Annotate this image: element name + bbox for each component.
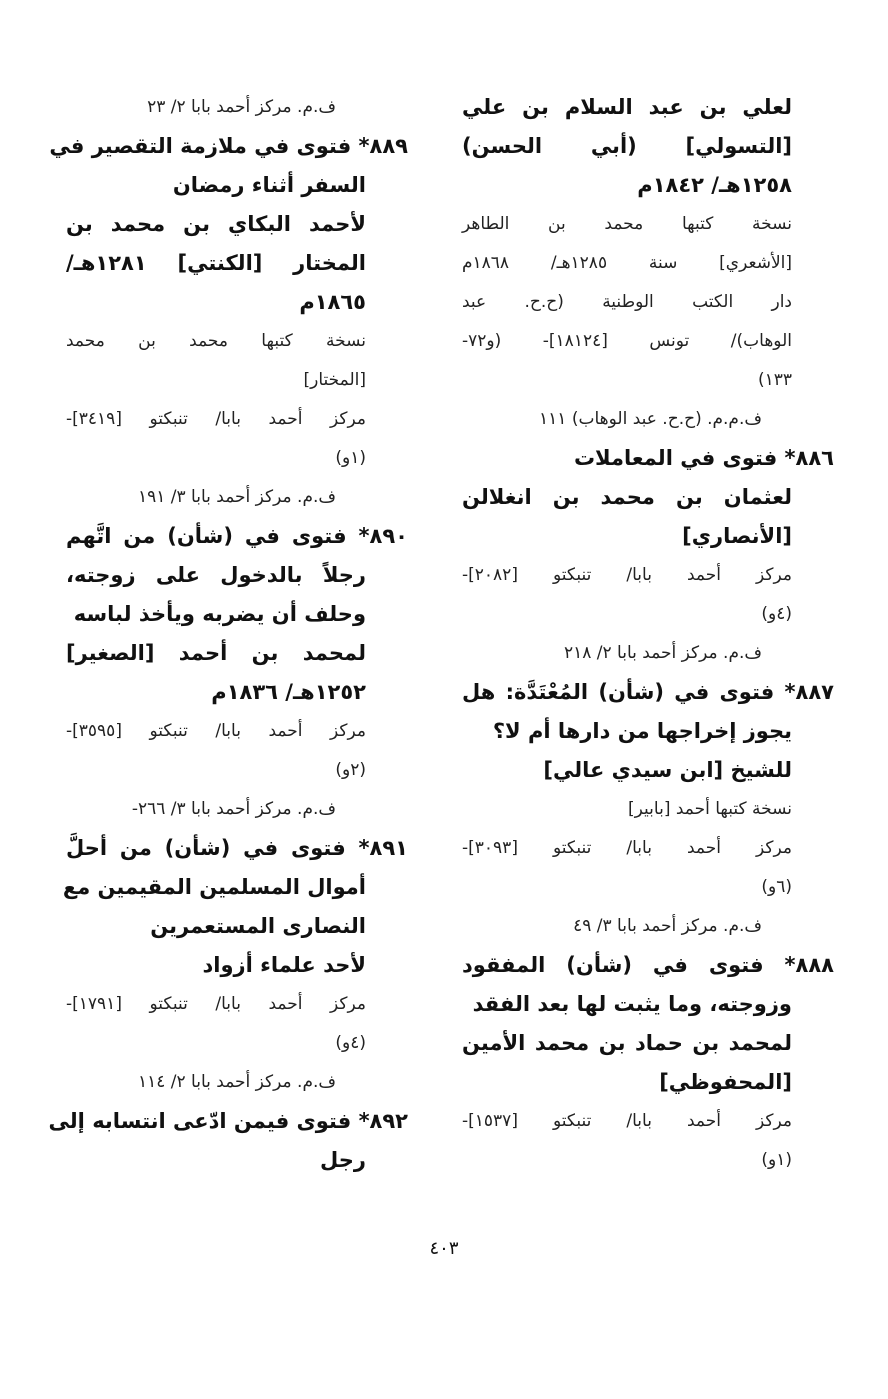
left-column-line: وحلف أن يضربه ويأخذ لباسه — [73, 602, 366, 626]
right-column-line: دار الكتب الوطنية (ح.ح. عبد — [462, 292, 792, 312]
right-column-line: (٦و) — [761, 877, 792, 897]
left-column-line: رجل — [320, 1148, 366, 1172]
left-column-line: مركز أحمد بابا/ تنبكتو [٣٤١٩]- — [66, 409, 366, 429]
left-column-line: (٢و) — [335, 760, 366, 780]
right-column-line: لعلي بن عبد السلام بن علي — [462, 95, 792, 119]
left-column-line: ف.م. مركز أحمد بابا ٢/ ٢٣ — [147, 97, 336, 117]
right-column-line: الوهاب)/ تونس [١٨١٢٤]- (و٧٢- — [462, 331, 792, 351]
right-column-line: مركز أحمد بابا/ تنبكتو [١٥٣٧]- — [462, 1111, 792, 1131]
right-column-line: للشيخ [ابن سيدي عالي] — [543, 758, 792, 782]
right-column — [462, 88, 834, 1180]
right-column-line: ١٢٥٨هـ/ ١٨٤٢م — [637, 173, 792, 197]
right-column-line: ١٣٣) — [757, 370, 792, 390]
right-column-line: [الأنصاري] — [682, 524, 792, 548]
right-column-line: [الأشعري] سنة ١٢٨٥هـ/ ١٨٦٨م — [462, 253, 792, 273]
right-column-line: وزوجته، وما يثبت لها بعد الفقد — [472, 992, 792, 1016]
left-column-line: ٨٨٩* فتوى في ملازمة التقصير في — [49, 134, 408, 158]
right-column-line: ف.م. مركز أحمد بابا ٢/ ٢١٨ — [563, 643, 762, 663]
right-column-line: نسخة كتبها محمد بن الطاهر — [462, 214, 792, 234]
left-column-line: السفر أثناء رمضان — [172, 173, 366, 197]
left-column-line: ٨٩١* فتوى في (شأن) من أحلَّ — [66, 836, 408, 860]
left-column-line: المختار [الكنتي] ١٢٨١هـ/ — [66, 251, 366, 275]
left-column — [48, 88, 408, 1180]
left-column-line: (٤و) — [335, 1033, 366, 1053]
left-column-line: النصارى المستعمرين — [150, 914, 366, 938]
right-column-line: نسخة كتبها أحمد [بابير] — [628, 799, 792, 819]
right-column-line: (٤و) — [761, 604, 792, 624]
page-number: ٤٠٣ — [429, 1238, 459, 1259]
right-column-line: ٨٨٦* فتوى في المعاملات — [573, 446, 834, 470]
right-column-line: ف.م. مركز أحمد بابا ٣/ ٤٩ — [573, 916, 762, 936]
right-column-line: ف.م.م. (ح.ح. عبد الوهاب) ١١١ — [539, 409, 762, 429]
right-column-line: لمحمد بن حماد بن محمد الأمين — [462, 1031, 792, 1055]
left-column-line: ف.م. مركز أحمد بابا ٣/ ٢٦٦- — [131, 799, 336, 819]
left-column-line: نسخة كتبها محمد بن محمد — [66, 331, 366, 351]
left-column-line: ٨٩٠* فتوى في (شأن) من اتَّهم — [66, 524, 408, 548]
left-column-line: (١و) — [335, 448, 366, 468]
left-column-line: رجلاً بالدخول على زوجته، — [66, 563, 366, 587]
right-column-line: مركز أحمد بابا/ تنبكتو [٢٠٨٢]- — [462, 565, 792, 585]
left-column-line: [المختار] — [303, 370, 366, 390]
left-column-line: أموال المسلمين المقيمين مع — [62, 875, 366, 899]
right-column-line: لعثمان بن محمد بن انغلالن — [462, 485, 792, 509]
left-column-line: ٨٩٢* فتوى فيمن ادّعى انتسابه إلى — [48, 1109, 408, 1133]
right-column-line: ٨٨٧* فتوى في (شأن) المُعْتَدَّة: هل — [462, 680, 834, 704]
right-column-line: يجوز إخراجها من دارها أم لا؟ — [492, 719, 792, 743]
right-column-line: (١و) — [761, 1150, 792, 1170]
left-column-line: ف.م. مركز أحمد بابا ٣/ ١٩١ — [137, 487, 336, 507]
right-column-line: [التسولي] (أبي الحسن) — [462, 134, 792, 158]
right-column-line: [المحفوظي] — [659, 1070, 792, 1094]
left-column-line: لأحمد البكاي بن محمد بن — [66, 212, 366, 236]
left-column-line: ف.م. مركز أحمد بابا ٢/ ١١٤ — [137, 1072, 336, 1092]
left-column-line: لمحمد بن أحمد [الصغير] — [66, 641, 366, 665]
right-column-line: مركز أحمد بابا/ تنبكتو [٣٠٩٣]- — [462, 838, 792, 858]
left-column-line: ١٢٥٢هـ/ ١٨٣٦م — [211, 680, 366, 704]
left-column-line: ١٨٦٥م — [299, 290, 366, 314]
left-column-line: لأحد علماء أزواد — [202, 953, 366, 977]
left-column-line: مركز أحمد بابا/ تنبكتو [٣٥٩٥]- — [66, 721, 366, 741]
right-column-line: ٨٨٨* فتوى في (شأن) المفقود — [462, 953, 834, 977]
left-column-line: مركز أحمد بابا/ تنبكتو [١٧٩١]- — [66, 994, 366, 1014]
